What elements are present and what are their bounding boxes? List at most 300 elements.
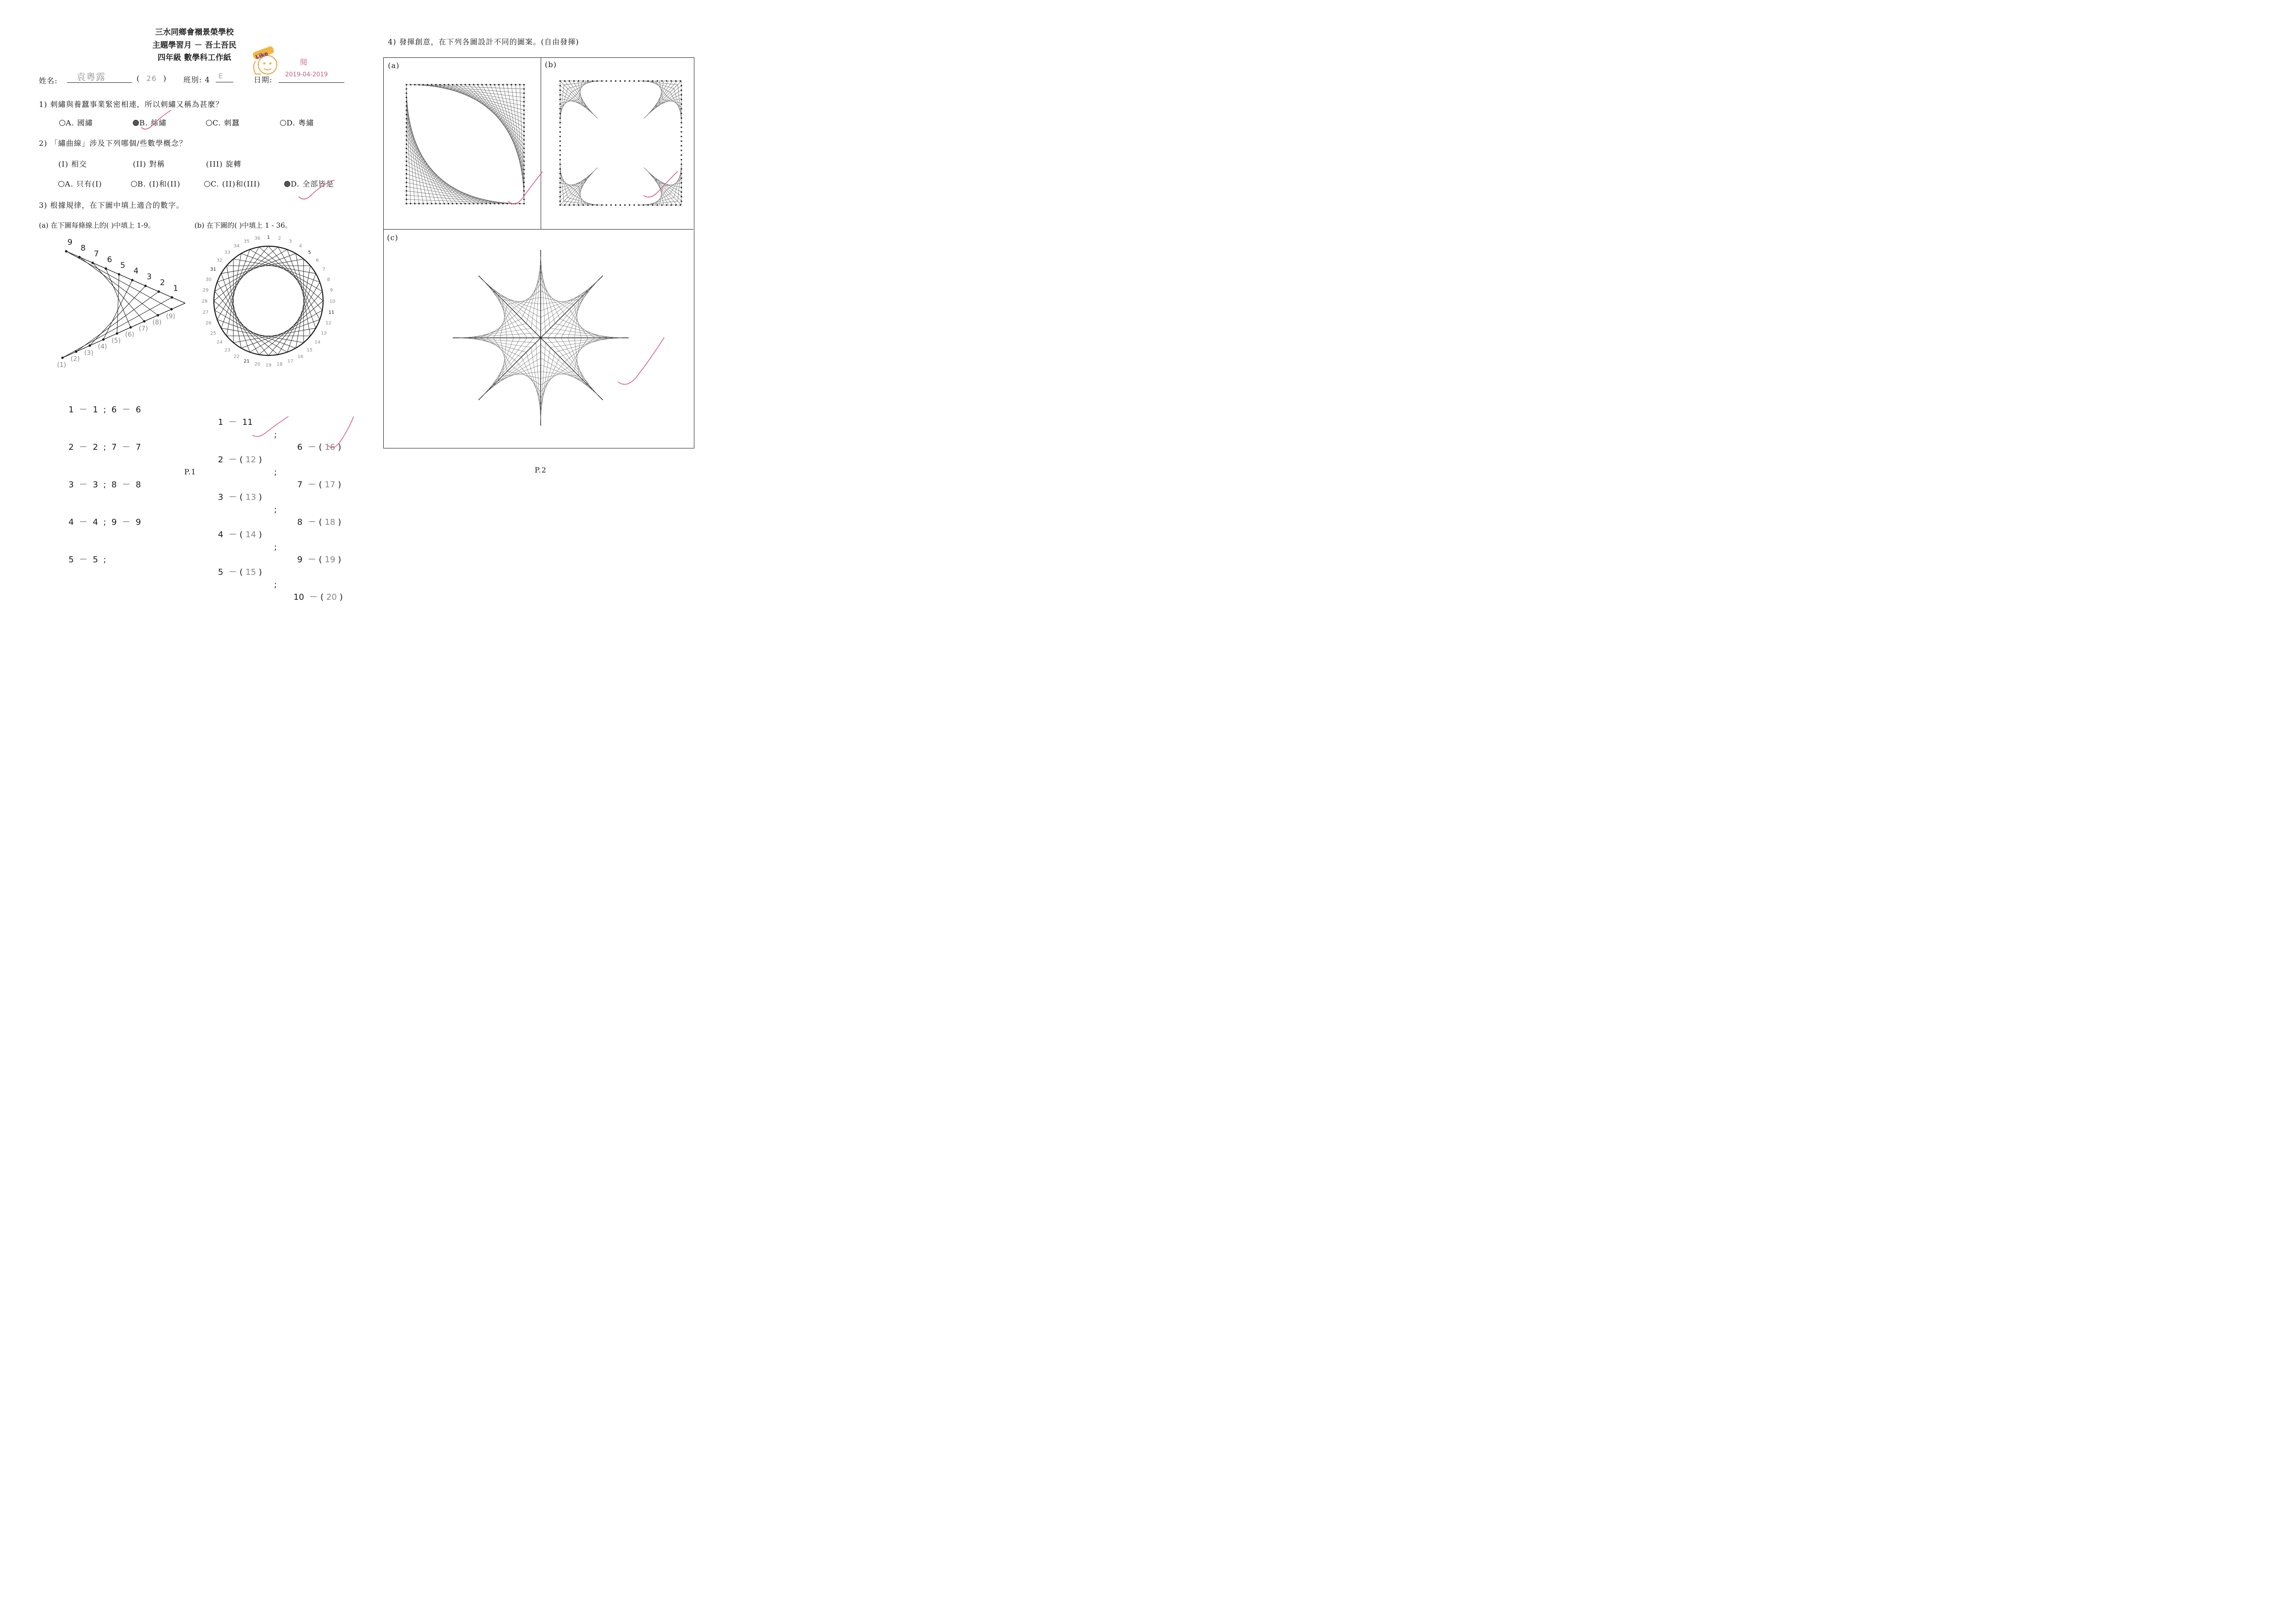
pin-dot [406,169,407,170]
pin-dot [406,135,407,137]
pin-dot [680,163,682,165]
pin-dot [559,177,561,179]
pin-dot [633,80,635,81]
q3-sub-a: (a) 在下圖每條線上的( )中填上 1-9。 [39,221,155,230]
pin-dot [680,159,682,160]
pin-dot [680,94,682,95]
pin-dot [414,84,416,85]
pin-dot [171,296,173,298]
point-label: 7 [94,249,99,259]
answer-label: 28 [201,299,208,304]
string-line [541,290,588,318]
pin-dot [615,80,616,81]
pin-dot [680,136,682,137]
pin-dot [435,84,437,85]
school-name: 三水同鄉會禤景榮學校 [155,28,234,37]
q2-concept-2: (II) 對稱 [133,160,165,168]
pin-dot [427,84,428,85]
pin-dot [406,109,407,111]
string-line [493,358,541,386]
answer-label: 9 [330,288,333,293]
pin-dot [75,350,77,353]
string-line [561,338,589,386]
grader-mark: 閱 [300,58,308,67]
answer-label: 27 [202,310,209,315]
string-line [406,144,465,204]
check-mark-icon [505,167,546,213]
answer-label: 6 [316,258,319,263]
answer-label: 7 [322,267,325,272]
pin-dot [661,204,662,205]
name-field[interactable]: 袁粵露 [67,68,132,83]
answer-label: 16 [297,354,304,360]
pin-dot [92,261,94,264]
pin-dot [490,84,491,85]
string-line [103,280,135,339]
spoke-line [541,276,603,338]
pin-dot [130,326,132,329]
pin-dot [680,85,682,86]
pin-dot [406,165,407,166]
class-field[interactable]: E [216,72,233,82]
q3b-row: 2 － ( 12 ) ; 7 － ( 17 ) [218,455,342,490]
pin-dot [610,204,611,205]
pin-dot [605,204,607,205]
string-line [493,290,521,338]
pin-dot [559,122,561,123]
pin-dot [464,84,466,85]
pin-dot [592,204,593,205]
pin-dot [468,84,470,85]
radio-icon [204,181,210,187]
pin-dot [490,203,491,204]
pin-dot [559,168,561,169]
pin-dot [423,84,424,85]
radio-icon [280,120,286,126]
pin-dot [624,80,625,81]
pin-dot [680,112,682,114]
design-c-star [448,245,633,430]
string-line [526,270,541,323]
pin-dot [473,203,474,204]
pin-dot [435,203,437,204]
pin-dot [559,89,561,91]
pin-dot [559,191,561,193]
q3b-row: 5 － ( 15 ) ; 10 － ( 20 ) [218,567,343,602]
pin-dot [559,94,561,95]
pin-dot [439,203,441,204]
pin-dot [102,338,105,341]
radio-icon [206,120,212,126]
string-line [488,338,527,391]
string-line [541,351,593,390]
pin-dot [559,163,561,165]
pin-dot [477,203,479,204]
radio-icon [131,181,137,187]
string-line [536,342,541,419]
pin-dot [638,80,639,81]
answer-label: (7) [138,325,148,333]
pin-dot [559,103,561,105]
pin-dot [643,80,644,81]
pin-dot [498,203,499,204]
design-a-label: (a) [388,61,400,70]
spoke-line [479,338,541,400]
arm-line [66,251,185,303]
q3a-row: 5 － 5 ; [69,555,106,565]
q2-option-b[interactable]: B. (I)和(II) [131,178,181,189]
answer-label: (2) [70,355,80,363]
pin-dot [559,136,561,137]
pin-dot [523,93,524,94]
string-line [541,257,545,333]
q2-option-c[interactable]: C. (II)和(III) [204,178,260,189]
pin-dot [105,267,107,270]
pin-dot [448,84,449,85]
pin-dot [406,161,407,162]
pin-dot [443,203,445,204]
point-label: 9 [67,238,73,247]
pin-dot [573,204,574,205]
answer-label: 13 [321,331,327,336]
pin-dot [559,149,561,151]
check-mark-icon [296,178,338,204]
answer-label: 19 [265,363,272,368]
answer-label: 36 [254,236,261,242]
pin-dot [601,80,602,81]
pin-dot [680,126,682,128]
q3-sub-b: (b) 在下圖的( )中填上 1 - 36。 [194,221,292,230]
pin-dot [406,122,407,124]
pin-dot [406,203,407,204]
string-line [406,161,482,204]
pin-dot [647,204,649,205]
pin-dot [406,126,407,128]
pin-dot [452,203,453,204]
point-label: 5 [120,261,125,270]
pin-dot [670,80,672,81]
pin-dot [587,80,588,81]
pin-dot [680,122,682,123]
string-line [473,338,526,352]
q3-question: 3) 根據規律，在下圖中填上適合的數字。 [39,201,184,210]
pin-dot [559,126,561,128]
string-line [488,285,541,324]
pin-dot [406,114,407,115]
q2-concept-1: (I) 相交 [58,160,87,168]
string-line [117,274,119,334]
pin-dot [431,203,432,204]
q3a-row: 4 － 4 ; 9 － 9 [69,517,141,527]
pin-dot [131,279,133,281]
pin-dot [144,285,147,287]
pin-dot [559,159,561,160]
check-mark-icon [616,336,667,391]
pin-dot [78,256,81,258]
pin-dot [670,204,672,205]
q1-option-d[interactable]: D. 粵繡 [280,117,314,128]
pin-dot [406,97,407,98]
pin-dot [619,204,621,205]
frame-divider-h [383,229,693,230]
pin-dot [498,84,499,85]
pin-dot [486,84,487,85]
pin-dot [564,80,565,81]
pin-dot [559,131,561,132]
pin-dot [675,204,676,205]
pin-dot [406,105,407,106]
answer-label: 33 [224,250,231,255]
pin-dot [559,108,561,109]
name-label: 姓名: [39,76,58,85]
pin-dot [406,84,407,85]
pin-dot [615,204,616,205]
pin-dot [143,320,145,323]
pin-dot [523,139,524,141]
pin-dot [559,196,561,197]
pin-dot [559,173,561,174]
pin-dot [559,154,561,155]
pin-dot [559,99,561,100]
answer-label: 29 [202,288,209,293]
pin-dot [157,314,159,317]
radio-filled-icon [133,120,139,126]
q1-question: 1) 刺繡與養蠶事業緊密相連，所以刺繡又稱為甚麼？ [39,100,224,109]
answer-label: 35 [243,239,250,244]
pin-dot [118,273,120,275]
pin-dot [523,122,524,124]
pin-dot [559,85,561,86]
pin-dot [406,152,407,153]
pin-dot [680,89,682,91]
string-line [541,352,555,405]
string-line [478,85,524,157]
pin-dot [406,182,407,183]
q3b-row: 1 － 11 ; 6 － ( 16 ) [218,417,342,452]
q1-option-a[interactable]: A. 國繡 [59,117,93,128]
pin-dot [406,143,407,145]
pin-dot [452,84,453,85]
pin-dot [515,84,516,85]
string-circle-diagram [199,231,340,373]
check-mark-icon [139,109,176,132]
pin-dot [511,84,512,85]
pin-dot [523,84,524,85]
answer-label: 20 [254,361,261,367]
string-line [215,249,287,291]
check-mark-icon [324,417,356,454]
pin-dot [680,117,682,118]
design-b-label: (b) [545,60,557,69]
string-angle-diagram [53,234,192,373]
answer-label: 26 [205,321,212,326]
q1-option-c[interactable]: C. 刺蠶 [206,117,240,128]
pin-dot [680,80,681,81]
answer-label: 32 [216,258,223,263]
answer-label: 17 [287,359,293,364]
answer-label: 3 [289,239,292,244]
answer-label: 10 [329,299,336,304]
pin-dot [406,156,407,157]
string-line [482,85,524,161]
radio-icon [58,181,64,187]
pin-dot [624,204,625,205]
pin-dot [418,84,420,85]
pin-dot [494,203,495,204]
point-label: 3 [146,272,152,282]
answer-label: (4) [98,343,107,351]
date-label: 日期: [254,75,273,84]
pin-dot [559,145,561,146]
answer-label: 8 [327,277,330,282]
pin-dot [414,203,416,204]
q4-question: 4) 發揮創意，在下列各圖設計不同的圖案。(自由發揮) [388,37,579,46]
pin-dot [680,99,682,100]
pin-dot [680,154,682,155]
q3a-answers [69,379,141,591]
pin-dot [633,204,635,205]
string-line [554,338,593,391]
pin-dot [406,118,407,119]
answer-label: (6) [125,331,135,339]
answer-label: 12 [325,321,332,326]
answer-label: 30 [205,277,212,282]
pin-dot [605,80,607,81]
q2-option-d[interactable]: D. 全部皆是 [284,178,334,189]
pin-dot [406,177,407,179]
pin-dot [578,80,579,81]
circle-outline [214,246,323,355]
svg-text:Like: Like [255,50,269,61]
answer-label: 25 [210,331,216,336]
pin-dot [680,145,682,146]
pin-dot [582,204,584,205]
point-label: 31 [210,267,216,272]
answer-label: (5) [111,337,121,345]
string-line [545,338,622,342]
q2-option-a[interactable]: A. 只有(I) [58,178,102,189]
pin-dot [629,80,630,81]
design-c-label: (c) [387,233,399,242]
pin-dot [523,135,524,137]
answer-label: (3) [84,349,94,357]
pin-dot [559,182,561,183]
pin-dot [666,204,667,205]
q1-option-b[interactable]: B. 絲繡 [133,117,167,128]
pin-dot [680,131,682,132]
pin-dot [652,204,653,205]
pin-dot [523,114,524,115]
page-number-2: P.2 [535,466,547,474]
pin-dot [88,344,91,347]
pin-dot [116,332,118,335]
check-mark-icon [250,414,292,440]
string-line [488,351,541,390]
pin-dot [506,84,508,85]
point-label: 11 [328,310,335,315]
point-label: 6 [107,255,112,265]
pin-dot [559,80,561,81]
pin-dot [568,80,570,81]
pin-dot [680,140,682,142]
check-mark-icon [641,167,683,204]
q3a-row: 2 － 2 ; 7 － 7 [69,442,141,452]
string-line [250,249,323,291]
pin-dot [559,117,561,118]
pin-dot [652,80,653,81]
pin-dot [427,203,428,204]
theme-title: 主題學習月 － 吾土吾民 [152,41,237,50]
point-label: 2 [160,278,165,288]
pin-dot [675,80,676,81]
pin-dot [481,203,483,204]
string-line [554,285,593,338]
q3b-row: 3 － ( 13 ) ; 8 － ( 18 ) [218,492,342,527]
string-line [406,157,478,204]
pin-dot [502,84,504,85]
string-line [460,333,536,338]
pin-dot [460,203,462,204]
pin-dot [519,84,520,85]
answer-label: 23 [224,348,231,353]
worksheet-title: 四年級 數學科工作紙 [157,53,231,62]
pin-dot [596,204,598,205]
string-line [90,286,145,346]
answer-label: (9) [166,313,175,321]
pin-dot [619,80,621,81]
answer-label: 24 [216,340,223,345]
q2-question: 2) 「繡曲線」涉及下列哪個/些數學概念？ [39,139,187,148]
pin-dot [523,105,524,106]
string-line [62,298,172,358]
q2-concept-3: (III) 旋轉 [206,160,242,168]
pin-dot [587,204,588,205]
pin-dot [464,203,466,204]
pin-dot [406,173,407,174]
string-line [488,285,527,338]
pin-dot [643,204,644,205]
pin-dot [406,199,407,200]
q3b-answers [207,379,346,602]
pin-dot [680,204,681,205]
pin-dot [473,84,474,85]
pin-dot [406,148,407,149]
pin-dot [406,131,407,132]
pin-dot [468,203,470,204]
q3a-row: 3 － 3 ; 8 － 8 [69,480,141,490]
pin-dot [601,204,602,205]
pin-dot [523,165,524,166]
pin-dot [647,80,649,81]
pin-dot [406,139,407,141]
pin-dot [406,190,407,192]
pin-dot [477,84,479,85]
pin-dot [448,203,449,204]
pin-dot [523,97,524,98]
pin-dot [481,84,483,85]
pin-dot [502,203,504,204]
pin-dot [410,203,411,204]
date-field[interactable]: 2019-04-2019 [279,68,344,83]
pin-dot [431,84,432,85]
pin-dot [523,161,524,162]
pin-dot [406,194,407,196]
pin-dot [666,80,667,81]
pin-dot [486,203,487,204]
pin-dot [564,204,565,205]
pin-dot [568,204,570,205]
pin-dot [559,200,561,202]
